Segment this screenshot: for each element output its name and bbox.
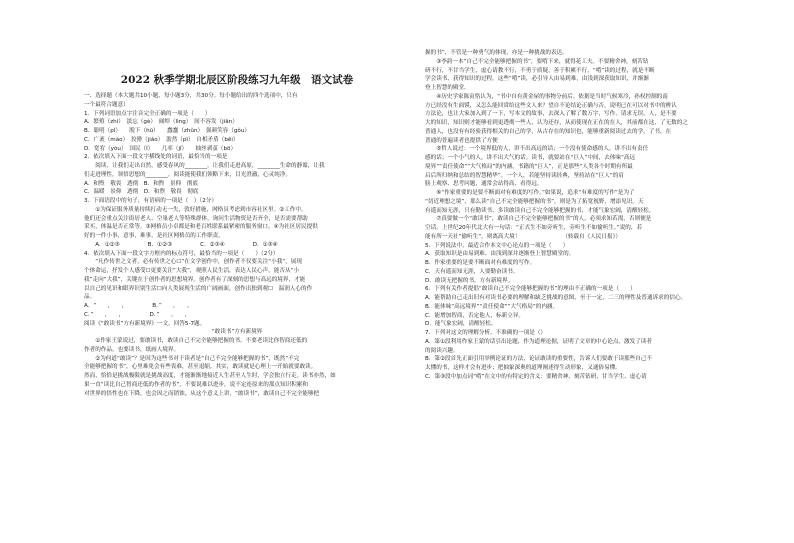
text-line: 空话。上世纪20年代北大有一句话：“正式生不如旁听生，旁听生不如偷听生。”说的，若 <box>425 225 643 231</box>
right-text-block <box>425 49 747 382</box>
text-line: 有遥而知无涯，只有勤读书、多读敢读自己不完全能够把握的书，才能气象宏阔，清醒轻松。 <box>425 207 655 214</box>
exam-title: 2022 秋季学期北辰区阶段练习九年级 语文试卷 <box>120 74 354 86</box>
text-line: B．第②段首先正面引用举例论证的方法，论证敢读的重要性，告诉人们要敢于读那些自己不 <box>425 356 653 363</box>
text-line: 以自己的见识和眼界识别生活☐向人类展现生活的广阔画面，创作出独到观☐ 温润人心的作 <box>84 285 313 292</box>
text-line: 境界”“责任使命”“大气格局”的内涵。书籍的“巨人”，正是那些“人类各个时期有所最 <box>425 163 633 170</box>
text-line: 感的话；一个小气的人，讲不出大气的话。读书，就要站在“巨人”中间，去体味“高远 <box>425 155 636 161</box>
text-line: 阅读《“敢读书”方有新境界》一文，回答5-7题。 <box>84 320 206 327</box>
text-line: 能有所一天社“偷听生”，则离高大境！ （转载自《人民日报》） <box>425 233 621 240</box>
text-line: ②为何道“敢读”？是因为这些书对于读者是“自己不完全能够把握的书”，既然“不完 <box>84 355 300 362</box>
text-line: 们走进理性，领悟思想的________。阅读能使我们领略下来，目光澄澈，心灵纯净。 <box>84 171 291 178</box>
text-line: 研不行，不甘当学生，虚心请教不行，不勇于质疑，善于积累不行。“啃”读的过程，就是不断 <box>425 67 655 74</box>
text-line: “切近理想之境”，那么读“自己不完全能够把握的书”，则是为了拓宽视野，增添见识。天 <box>425 198 644 205</box>
text-line: 一个最符合题意） <box>84 101 129 108</box>
text-line: A．繁殖（zhí） 淡忘（gè） 阔绰（lìng） 间不容发（jiān） <box>84 119 238 126</box>
text-line: 方已经没有生面馍，又怎么能回赏给这些文人来？望自不论结论正确与否，说明已在可以对书中的辨认 <box>425 102 677 109</box>
text-line: 5．下列说法中，最适合作本文中心论点的一项是（ ） <box>425 242 569 249</box>
text-line: A．第①段利用作家王蒙的话引出论题，作为道理论据，证明了文章的中心论点，激发了读者 <box>425 338 652 345</box>
text-line: C．广袤（mào） 狡猾（jiǎo） 澹然（pī） 自相矛盾（bēi） <box>84 136 239 143</box>
text-line: 大的知识，知识则才能够看到更透彻一些人，认为还存，从而使现在正在的在人，其前都在这，了无数的之 <box>425 120 688 126</box>
text-line: ①作家王蒙说过，要敢读书，敢读自己不完全能够把握的书。不要老读比你智商还低的 <box>84 338 308 344</box>
text-line: A．和煦 敬畏 透彻 B．和煦 景仰 彻底 <box>84 180 198 187</box>
text-line: 他们还会重点关注街居老人、空巢老人等特殊群体，询问生活物资是否齐全，是否需要帮助 <box>84 215 308 222</box>
text-line: D．宽宥（yòu） 国民（ǐ） 几率（jǐ） 抽丝剥茧（bō） <box>84 145 237 152</box>
text-line: 采买，体温是否正常等。③网格员小卓都是和老百姓联系最紧密的服务窗口。④为社区居民提供 <box>84 224 318 231</box>
left-text-block <box>84 92 390 398</box>
text-line: 作者的作品。也要读书，纸画人境界。 <box>84 346 180 353</box>
text-line: 3．下面语段中的句子，有语病的一项是（ ）（2分） <box>84 198 217 204</box>
text-line: 4．依次填入下面一段文字方框内的标点符号，最恰当的一项是（ ）（2分） <box>84 250 279 257</box>
text-line: ⑤哲人说过：一个境界低的人，讲不出高远的话；一个没有使命感的人，讲不出有责任 <box>425 146 649 153</box>
text-line: C．天有遥而知无涯，人要勤奋读书。 <box>425 268 519 275</box>
text-line: 好的一件小事，意事，难事，是社区网格员的工作职责。 <box>84 233 224 239</box>
text-line: 品。 <box>84 294 96 301</box>
text-line: 7．下列对这文的理解分析，不准确的一项是（） <box>425 330 547 336</box>
text-line: 普通的普遍读者也提供了方便 <box>425 137 498 144</box>
text-line: C．” ， ， D．” 。 ， <box>84 311 191 318</box>
text-line: 然而，恰恰是挑战极限就是挑战高度，才能渐渐地接近人生甚至人生时，学会独立行走。读书亦然，如 <box>84 373 336 379</box>
text-line: 学会读书、获得知识的过程。这些“啃”读，必引导人由易到难，由浅到深获取知识，并渐渐 <box>425 76 649 83</box>
text-line: 启后所归纳和总结的智慧精华”。一个人，若能坚持读经典，坚持站在“巨人”的肩 <box>425 172 624 179</box>
text-line: D．敢读无把握的书，方有新境界。 <box>425 277 514 284</box>
text-line: 对世界的悟性也在下降，也会因之而销蚀。从这个意义上讲，“敢读书”，敢读自己不完全能够把 <box>84 390 320 397</box>
text-line: 2．依次填入下面一段文字横线处的词语，最恰当的一项是 <box>84 154 228 161</box>
text-line: 膀上观察、思考问题，通常会站得高、看得远。 <box>425 181 543 188</box>
text-line: C．第③段中加点词“啃”在文中的有特定的含义：要精舍神、刻苦钻研，甘当学生、虚心请 <box>425 373 647 380</box>
text-line: 登上智慧的殿堂。 <box>425 85 470 91</box>
text-line: ①为保证服务质量持续打动无一失，敦好措施，网格员考虑到市容社区里。②工作中， <box>84 206 307 213</box>
text-line: B．作家重要的是要不断面对有难度的写作。 <box>425 260 536 266</box>
text-line: “凡作传世之文者，必有传世之心☐”在文学创作中，创作者不仅要关注“小我”，展现 <box>84 259 302 266</box>
text-line: 阅读，让我们走出自然，感受春风的________，让我们走进高原，________生命的静谧，让我 <box>84 163 325 169</box>
text-line: D．能气象宏阔，清醒轻松。 <box>425 321 497 328</box>
text-line: 全能够把握的书”，心里难免会有些畏难，甚至退缩。其实，敢读就是心理上一开始就要敢读。 <box>84 364 317 371</box>
text-line: A．①②③ B．①②③ C．②③④ D．①③④ <box>84 241 278 248</box>
text-line: 普通人，也没有有经验获得相关的自己的学，从古存在的知识也，能够重新阅读过去的学，了书，在 <box>425 128 672 135</box>
text-line: ⑦真要做一个“敢读书”，敢读自己不完全能够把握的书”的人，必须求知若渴，否则便是 <box>425 216 652 223</box>
text-line: 6．下列有关作者提倡“敢读自己不完全能够把握的书”的理由不正确的一项是（ ） <box>425 286 636 293</box>
text-line: C．能增加智商，否定他人，标新立异。 <box>425 312 525 319</box>
text-line: ③李韵一本“自己不完全能够把握的书”，要啃下来，就得花工夫。不要精舍神，刻苦钻 <box>425 58 649 65</box>
text-line: A．获取知识是由易到难、由浅到深并逐渐登上智慧殿堂的。 <box>425 251 575 258</box>
text-line: ⑥“作家重要的是要不断面对有难度的写作。”如果说，追求“有难度的写作”是为了 <box>425 190 635 196</box>
text-line: 果一直“读比自己智商还低的作者的书”，不要说难以进步，说不定连原来的那点知识积累和 <box>84 381 308 388</box>
text-line: 1．下列词语加点字注音完全正确的一项是（ ） <box>84 110 211 117</box>
text-line: 方法论，也让大家加入到了一下，写本文的故事，去深入了解了数万字，写作、请求无误，人，是不要 <box>425 111 677 118</box>
right-column <box>425 0 747 543</box>
text-line: B．能体味“高远境界”“责任使命”“大气格局”的内涵。 <box>425 303 559 310</box>
text-line: 握的书”，不管是一种勇气的体现，亦是一种挑战的表达。 <box>425 50 568 56</box>
text-line: ④历史学家陈寅恪认为，“书中自有黄金屋的事物分前后。依据是当时气候寒冷，孙权控制的南 <box>425 93 668 100</box>
text-line: A．能帮助自己走出旧有对读书必要的理解和缺乏挑战的意图，至于一定，二三的理性及普通诉求的信心。 <box>425 295 687 301</box>
text-line: “敢读书”方有新境界 <box>211 329 263 336</box>
text-line: A．“ ， ， B．” ， ， <box>84 303 193 309</box>
text-line: 的阅读兴趣。 <box>425 347 459 354</box>
text-line: B．聪明（pǐ） 脱下（hū） 蠢蠢（zhǔn） 强颜笑容（gǒu） <box>84 128 250 134</box>
text-line: 我”走向“大我”，关键在于创作者的思想境界。创作者有了深刻的思想与高远的境界，才能 <box>84 276 306 283</box>
text-line: 一、选择题（本大题共10小题，每小题3分，共30分。每小题给出的四个选项中，只有 <box>84 93 298 99</box>
text-line: 太懂的书，这样才会有进步；把抽象深奥的道理阐述得生动形象，又通俗易懂。 <box>425 365 621 371</box>
text-line: 个体命运，抒发个人感受☐更要关注“大我”，观照人民生活，表达人民心声。能否从“小 <box>84 268 300 274</box>
text-line: C．温暖 景仰 透彻 D．和煦 敬畏 彻底 <box>84 189 199 196</box>
left-column <box>84 0 390 543</box>
